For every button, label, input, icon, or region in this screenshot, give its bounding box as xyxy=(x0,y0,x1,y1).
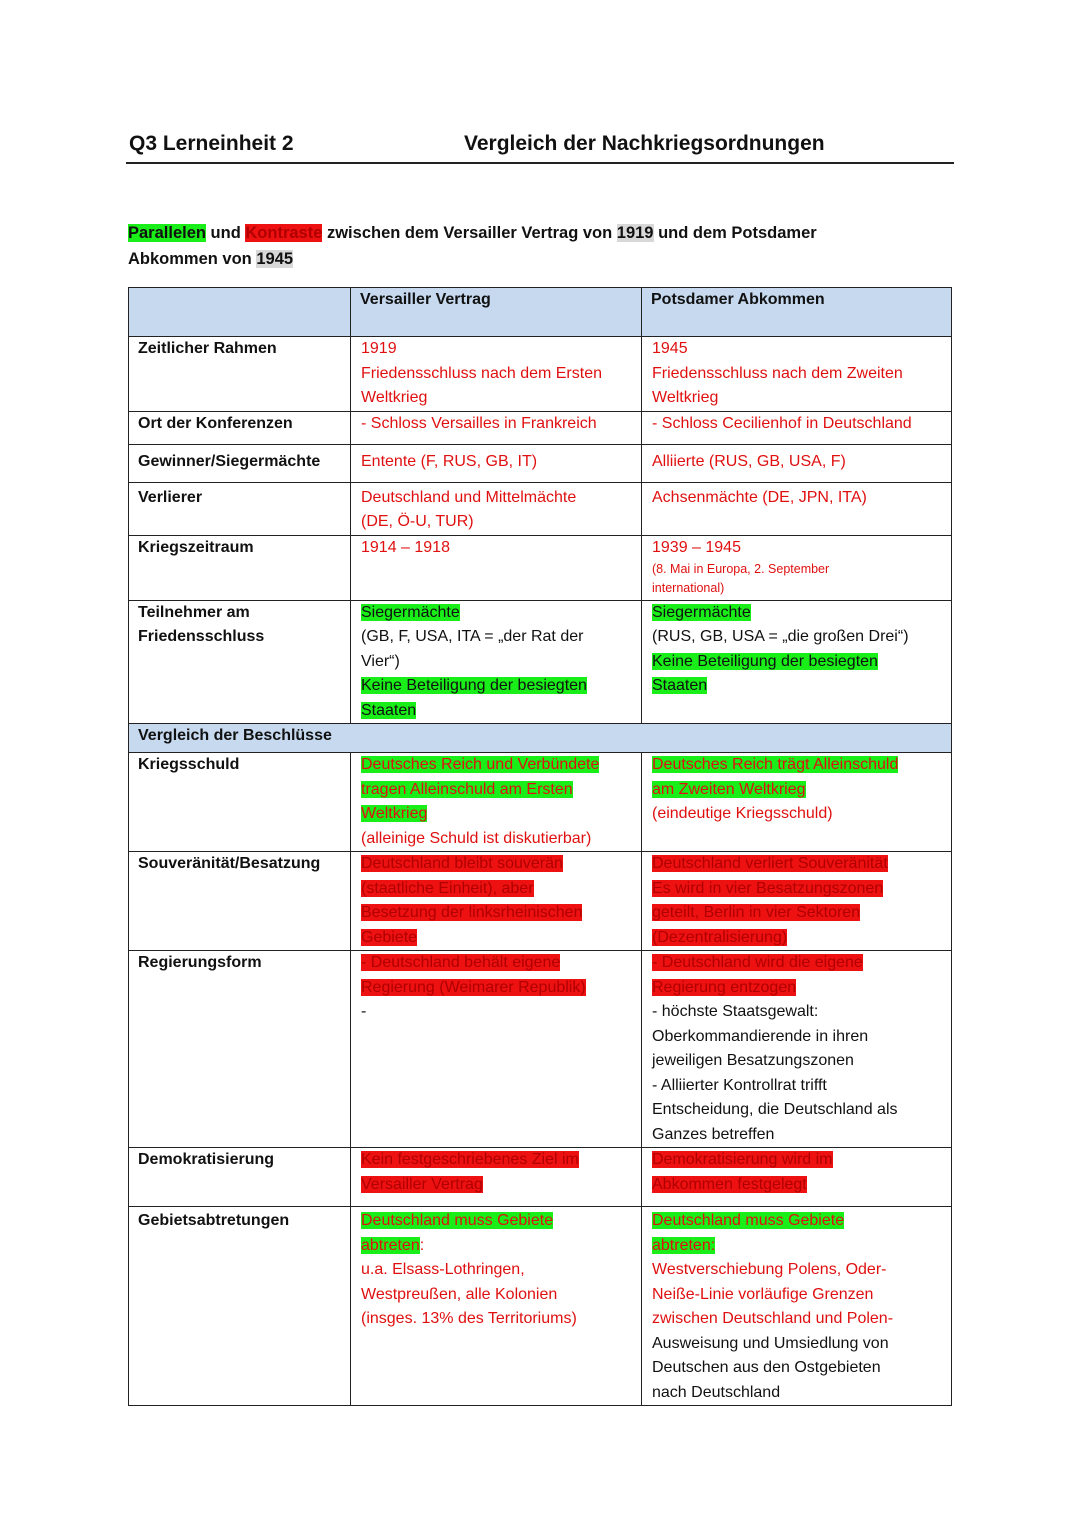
table-row xyxy=(129,1207,952,1406)
parallel-highlight: am Zweiten Weltkrieg xyxy=(652,780,806,798)
versailles-cell xyxy=(351,482,642,535)
versailles-cell: Entente (F, RUS, GB, IT) xyxy=(351,444,642,482)
contrast-highlight: Kein festgeschriebenes Ziel im xyxy=(361,1151,579,1168)
parallel-highlight: Staaten xyxy=(652,677,708,694)
versailles-cell xyxy=(351,753,642,852)
cell-line: 1919 xyxy=(361,340,397,357)
contrast-highlight: - Deutschland wird die eigene xyxy=(652,954,863,971)
contrast-highlight: Deutschland bleibt souverän xyxy=(361,855,563,872)
table-row xyxy=(129,852,952,951)
cell-line: (DE, Ö-U, TUR) xyxy=(361,513,474,530)
contrast-highlight: - Deutschland behält eigene xyxy=(361,954,561,971)
row-label: Demokratisierung xyxy=(129,1148,351,1207)
cell-line: 1945 xyxy=(652,340,688,357)
potsdam-cell xyxy=(642,753,952,852)
label-line: Friedensschluss xyxy=(138,628,265,645)
parallel-highlight: Siegermächte xyxy=(361,603,460,621)
potsdam-cell: Alliierte (RUS, GB, USA, F) xyxy=(642,444,952,482)
versailles-cell: 1914 – 1918 xyxy=(351,535,642,600)
row-label: Gebietsabtretungen xyxy=(129,1207,351,1406)
page-header xyxy=(126,128,954,164)
contrast-highlight: Versailler Vertrag xyxy=(361,1175,483,1193)
comparison-table xyxy=(128,287,952,1406)
table-row xyxy=(129,535,952,600)
contrast-highlight: Deutschland verliert Souveränität xyxy=(652,855,888,872)
cell-line: (alleinige Schuld ist diskutierbar) xyxy=(361,829,592,847)
table-row xyxy=(129,951,952,1148)
intro-part: zwischen dem Versailler Vertrag von xyxy=(322,224,617,242)
contrast-highlight: geteilt, Berlin in vier Sektoren xyxy=(652,904,861,921)
contrast-highlight: Gebiete xyxy=(361,928,418,946)
contrast-highlight: Regierung (Weimarer Republik) xyxy=(361,978,586,996)
parallel-highlight: Deutschland muss Gebiete xyxy=(361,1212,554,1229)
cell-line: Westpreußen, alle Kolonien xyxy=(361,1285,558,1303)
cell-line: Weltkrieg xyxy=(361,389,428,406)
row-label: Souveränität/Besatzung xyxy=(129,852,351,951)
versailles-cell xyxy=(351,1148,642,1207)
section-title: Vergleich der Beschlüsse xyxy=(129,724,952,753)
table-row xyxy=(129,753,952,852)
cell-line: Westverschiebung Polens, Oder- xyxy=(652,1261,887,1278)
cell-line: (insges. 13% des Territoriums) xyxy=(361,1310,577,1327)
row-label: Verlierer xyxy=(129,482,351,535)
versailles-cell xyxy=(351,852,642,951)
cell-line: - höchste Staatsgewalt: xyxy=(652,1003,819,1020)
cell-line: Weltkrieg xyxy=(652,389,719,406)
parallelen-highlight: Parallelen xyxy=(128,224,206,242)
cell-line: (GB, F, USA, ITA = „der Rat der xyxy=(361,628,584,645)
cell-line: Friedensschluss nach dem Zweiten xyxy=(652,364,903,382)
table-row xyxy=(129,600,952,724)
versailles-cell: - Schloss Versailles in Frankreich xyxy=(351,411,642,444)
cell-line: (eindeutige Kriegsschuld) xyxy=(652,805,833,822)
cell-line: Neiße-Linie vorläufige Grenzen xyxy=(652,1285,874,1303)
potsdam-cell: - Schloss Cecilienhof in Deutschland xyxy=(642,411,952,444)
table-row xyxy=(129,1148,952,1207)
cell-line: Entscheidung, die Deutschland als xyxy=(652,1101,898,1118)
intro-text xyxy=(128,220,928,272)
parallel-highlight: Deutsches Reich und Verbündete xyxy=(361,756,600,773)
cell-line: u.a. Elsass-Lothringen, xyxy=(361,1261,525,1278)
potsdam-cell xyxy=(642,600,952,724)
cell-line: 1939 – 1945 xyxy=(652,538,741,556)
table-row xyxy=(129,337,952,412)
cell-line: Ganzes betreffen xyxy=(652,1125,775,1143)
unit-title: Q3 Lerneinheit 2 xyxy=(129,132,294,155)
row-label: Gewinner/Siegermächte xyxy=(129,444,351,482)
versailles-cell xyxy=(351,1207,642,1406)
label-line: Teilnehmer am xyxy=(138,603,250,621)
row-label: Kriegsschuld xyxy=(129,753,351,852)
cell-line: : xyxy=(419,1236,425,1254)
cell-line: - Alliierter Kontrollrat trifft xyxy=(652,1076,827,1094)
intro-part: und dem Potsdamer xyxy=(653,224,817,242)
versailles-cell xyxy=(351,600,642,724)
potsdam-cell xyxy=(642,852,952,951)
year-highlight: 1919 xyxy=(616,224,654,242)
page-title: Vergleich der Nachkriegsordnungen xyxy=(464,132,825,155)
year-highlight: 1945 xyxy=(256,250,294,268)
parallel-highlight: Deutschland muss Gebiete xyxy=(652,1212,845,1229)
parallel-highlight: Siegermächte xyxy=(652,603,751,621)
parallel-highlight: Weltkrieg xyxy=(361,805,428,822)
cell-line: - xyxy=(361,1003,367,1020)
header-potsdam: Potsdamer Abkommen xyxy=(642,288,952,337)
contrast-highlight: (staatliche Einheit), aber xyxy=(361,879,534,897)
versailles-cell xyxy=(351,951,642,1148)
cell-line: (8. Mai in Europa, 2. September xyxy=(652,562,830,576)
parallel-highlight: Keine Beteiligung der besiegten xyxy=(361,677,587,694)
parallel-highlight: abtreten: xyxy=(652,1236,716,1254)
potsdam-cell xyxy=(642,951,952,1148)
intro-part: Abkommen von xyxy=(128,250,257,268)
contrast-highlight: (Dezentralisierung) xyxy=(652,928,788,946)
parallel-highlight: Keine Beteiligung der besiegten xyxy=(652,652,878,670)
contrast-highlight: Besetzung der linksrheinischen xyxy=(361,904,583,921)
table-row xyxy=(129,482,952,535)
parallel-highlight: tragen Alleinschuld am Ersten xyxy=(361,780,573,798)
table-row xyxy=(129,411,952,444)
table-row xyxy=(129,444,952,482)
parallel-highlight: Deutsches Reich trägt Alleinschuld xyxy=(652,756,899,773)
cell-line: Deutschen aus den Ostgebieten xyxy=(652,1359,881,1376)
section-row xyxy=(129,724,952,753)
cell-line: international) xyxy=(652,581,725,595)
potsdam-cell xyxy=(642,1148,952,1207)
parallel-highlight: Staaten xyxy=(361,701,417,719)
contrast-highlight: Demokratisierung wird im xyxy=(652,1151,833,1168)
table-header-row xyxy=(129,288,952,337)
cell-line: zwischen Deutschland und Polen- xyxy=(652,1310,894,1327)
parallel-highlight: abtreten xyxy=(361,1236,420,1254)
cell-line: Ausweisung und Umsiedlung von xyxy=(652,1334,889,1352)
cell-line: Oberkommandierende in ihren xyxy=(652,1027,869,1045)
contrast-highlight: Regierung entzogen xyxy=(652,978,797,996)
potsdam-cell xyxy=(642,1207,952,1406)
kontraste-highlight: Kontraste xyxy=(245,224,323,242)
cell-line: (RUS, GB, USA = „die großen Drei“) xyxy=(652,628,909,645)
intro-part: und xyxy=(205,224,246,242)
potsdam-cell xyxy=(642,337,952,412)
cell-line: Vier“) xyxy=(361,652,400,670)
potsdam-cell xyxy=(642,535,952,600)
header-versailles: Versailler Vertrag xyxy=(351,288,642,337)
cell-line: Friedensschluss nach dem Ersten xyxy=(361,364,602,382)
potsdam-cell: Achsenmächte (DE, JPN, ITA) xyxy=(642,482,952,535)
contrast-highlight: Es wird in vier Besatzungszonen xyxy=(652,879,884,897)
row-label: Ort der Konferenzen xyxy=(129,411,351,444)
row-label: Zeitlicher Rahmen xyxy=(129,337,351,412)
versailles-cell xyxy=(351,337,642,412)
cell-line: Deutschland und Mittelmächte xyxy=(361,488,577,506)
row-label xyxy=(129,600,351,724)
cell-line: nach Deutschland xyxy=(652,1383,781,1401)
contrast-highlight: Abkommen festgelegt xyxy=(652,1175,807,1193)
cell-line: jeweiligen Besatzungszonen xyxy=(652,1052,854,1069)
row-label: Regierungsform xyxy=(129,951,351,1148)
row-label: Kriegszeitraum xyxy=(129,535,351,600)
header-empty xyxy=(129,288,351,337)
